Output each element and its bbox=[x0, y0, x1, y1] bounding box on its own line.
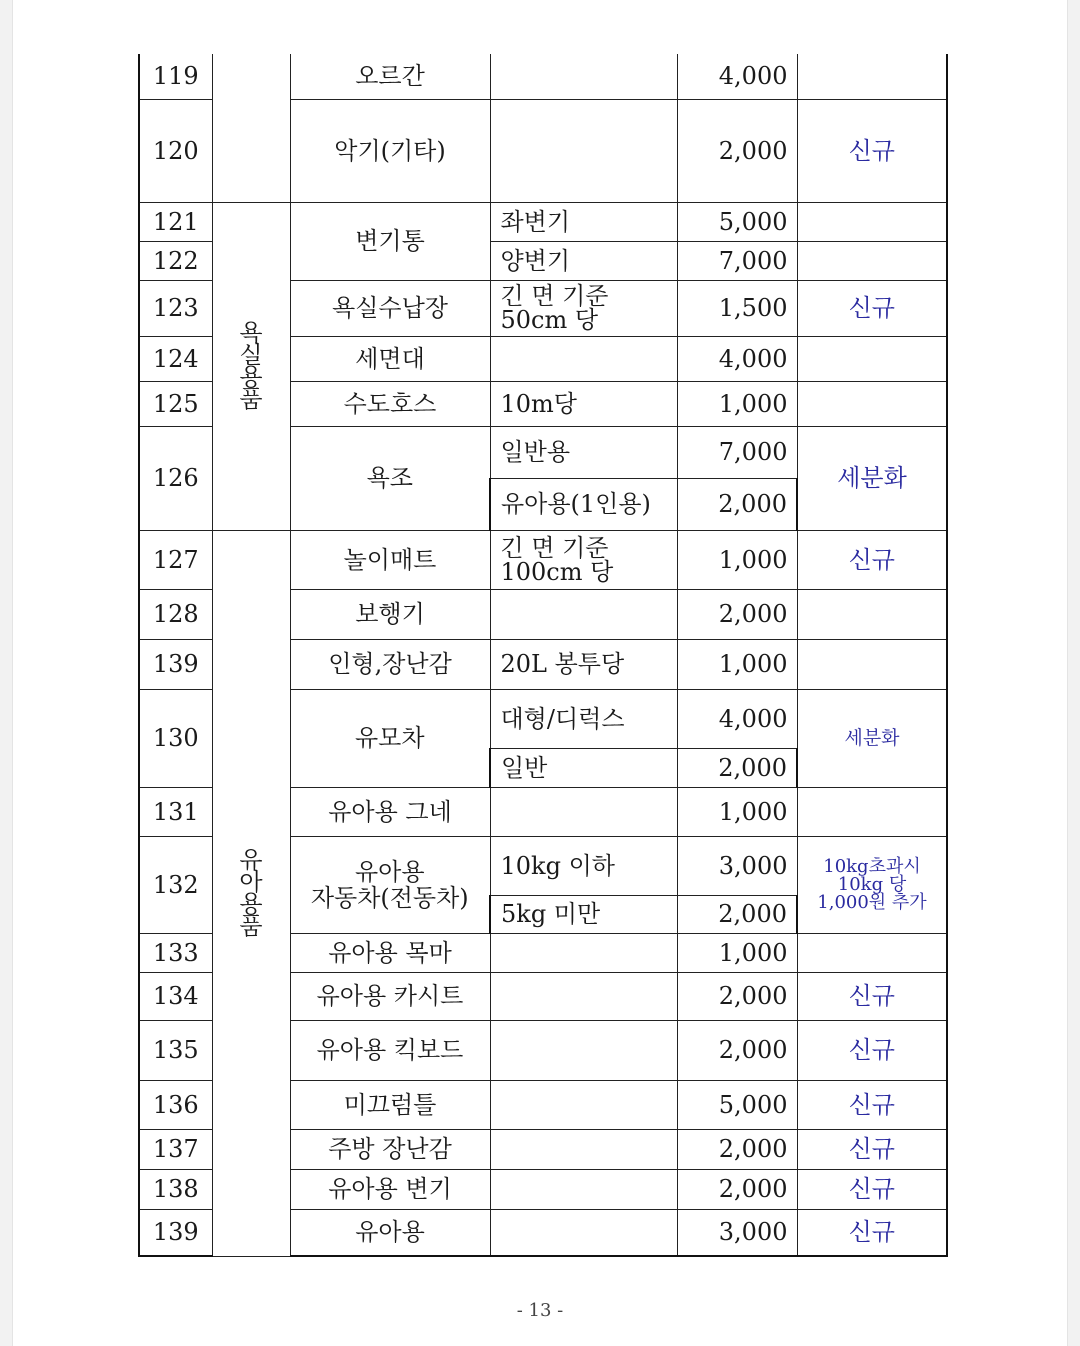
page-number: - 13 - bbox=[516, 1300, 564, 1321]
item-spec bbox=[490, 589, 677, 639]
item-name: 오르간 bbox=[290, 54, 490, 99]
item-amount: 1,000 bbox=[677, 787, 797, 836]
item-spec: 대형/디럭스 bbox=[490, 689, 677, 748]
item-name: 인형,장난감 bbox=[290, 639, 490, 689]
item-amount: 7,000 bbox=[677, 426, 797, 478]
row-number: 126 bbox=[139, 426, 212, 530]
item-amount: 2,000 bbox=[677, 1169, 797, 1209]
item-name: 악기(기타) bbox=[290, 99, 490, 202]
table-row bbox=[139, 202, 947, 241]
row-number: 130 bbox=[139, 689, 212, 787]
row-number: 139 bbox=[139, 639, 212, 689]
item-name: 보행기 bbox=[290, 589, 490, 639]
item-note bbox=[797, 589, 947, 639]
item-note: 신규 bbox=[797, 280, 947, 336]
item-note bbox=[797, 787, 947, 836]
item-spec bbox=[490, 1209, 677, 1256]
item-spec bbox=[490, 336, 677, 381]
item-spec bbox=[490, 933, 677, 972]
item-name: 유아용 bbox=[290, 1209, 490, 1256]
item-amount: 2,000 bbox=[677, 972, 797, 1020]
item-amount: 4,000 bbox=[677, 689, 797, 748]
item-amount: 3,000 bbox=[677, 836, 797, 895]
item-name: 수도호스 bbox=[290, 381, 490, 426]
item-amount: 4,000 bbox=[677, 336, 797, 381]
row-number: 119 bbox=[139, 54, 212, 99]
row-number: 136 bbox=[139, 1080, 212, 1129]
item-name: 변기통 bbox=[290, 202, 490, 280]
item-name-line: 유아용 bbox=[354, 857, 425, 886]
item-amount: 2,000 bbox=[677, 478, 797, 530]
item-spec: 유아용(1인용) bbox=[490, 478, 677, 530]
item-amount: 2,000 bbox=[677, 748, 797, 787]
item-note: 세분화 bbox=[797, 689, 947, 787]
item-amount: 1,000 bbox=[677, 933, 797, 972]
right-frame bbox=[1067, 0, 1080, 1346]
note-line: 1,000원 추가 bbox=[817, 891, 927, 913]
row-number: 132 bbox=[139, 836, 212, 933]
item-amount: 3,000 bbox=[677, 1209, 797, 1256]
item-spec bbox=[490, 54, 677, 99]
item-amount: 2,000 bbox=[677, 1020, 797, 1080]
item-name bbox=[290, 836, 490, 933]
item-spec: 일반 bbox=[490, 748, 677, 787]
row-number: 123 bbox=[139, 280, 212, 336]
row-number: 138 bbox=[139, 1169, 212, 1209]
item-note: 신규 bbox=[797, 1209, 947, 1256]
row-number: 131 bbox=[139, 787, 212, 836]
item-amount: 5,000 bbox=[677, 1080, 797, 1129]
item-note bbox=[797, 202, 947, 241]
row-number: 127 bbox=[139, 530, 212, 589]
item-amount: 1,000 bbox=[677, 530, 797, 589]
row-number: 128 bbox=[139, 589, 212, 639]
item-spec bbox=[490, 972, 677, 1020]
item-spec bbox=[490, 99, 677, 202]
table-row bbox=[139, 530, 947, 589]
item-spec bbox=[490, 1020, 677, 1080]
note-line: 10kg초과시 bbox=[823, 855, 921, 877]
item-name: 미끄럼틀 bbox=[290, 1080, 490, 1129]
item-name: 욕실수납장 bbox=[290, 280, 490, 336]
item-name-line: 자동차(전동차) bbox=[310, 883, 469, 912]
row-number: 121 bbox=[139, 202, 212, 241]
item-amount: 2,000 bbox=[677, 589, 797, 639]
item-amount: 2,000 bbox=[677, 99, 797, 202]
item-name: 유아용 킥보드 bbox=[290, 1020, 490, 1080]
row-number: 133 bbox=[139, 933, 212, 972]
row-number: 124 bbox=[139, 336, 212, 381]
row-number: 122 bbox=[139, 241, 212, 280]
item-note: 신규 bbox=[797, 1129, 947, 1169]
item-spec: 10kg 이하 bbox=[490, 836, 677, 895]
item-amount: 5,000 bbox=[677, 202, 797, 241]
item-spec: 5kg 미만 bbox=[490, 895, 677, 933]
item-spec bbox=[490, 1080, 677, 1129]
item-spec: 긴 면 기준 50cm 당 bbox=[490, 280, 677, 336]
item-note bbox=[797, 381, 947, 426]
left-frame bbox=[0, 0, 13, 1346]
item-note bbox=[797, 836, 947, 933]
item-amount: 2,000 bbox=[677, 1129, 797, 1169]
category-cell-empty bbox=[212, 54, 290, 202]
item-amount: 7,000 bbox=[677, 241, 797, 280]
item-name: 유아용 그네 bbox=[290, 787, 490, 836]
item-note bbox=[797, 933, 947, 972]
item-note: 신규 bbox=[797, 99, 947, 202]
item-name: 놀이매트 bbox=[290, 530, 490, 589]
item-spec: 10m당 bbox=[490, 381, 677, 426]
item-spec: 좌변기 bbox=[490, 202, 677, 241]
row-number: 135 bbox=[139, 1020, 212, 1080]
item-name: 유아용 목마 bbox=[290, 933, 490, 972]
row-number: 134 bbox=[139, 972, 212, 1020]
item-spec: 양변기 bbox=[490, 241, 677, 280]
item-note: 세분화 bbox=[797, 426, 947, 530]
item-name: 유아용 변기 bbox=[290, 1169, 490, 1209]
item-name: 주방 장난감 bbox=[290, 1129, 490, 1169]
item-spec: 20L 봉투당 bbox=[490, 639, 677, 689]
item-name: 세면대 bbox=[290, 336, 490, 381]
item-amount: 4,000 bbox=[677, 54, 797, 99]
table-row bbox=[139, 54, 947, 99]
item-spec bbox=[490, 1169, 677, 1209]
item-note: 신규 bbox=[797, 1020, 947, 1080]
item-note: 신규 bbox=[797, 1169, 947, 1209]
item-amount: 2,000 bbox=[677, 895, 797, 933]
note-line: 10kg 당 bbox=[837, 873, 907, 895]
item-note bbox=[797, 639, 947, 689]
item-note bbox=[797, 54, 947, 99]
item-amount: 1,000 bbox=[677, 639, 797, 689]
item-spec bbox=[490, 1129, 677, 1169]
category-bathroom: 욕실용품 bbox=[212, 202, 290, 530]
item-amount: 1,500 bbox=[677, 280, 797, 336]
fee-table bbox=[138, 54, 948, 1257]
category-baby: 유아용품 bbox=[212, 530, 290, 1256]
row-number: 139 bbox=[139, 1209, 212, 1256]
item-amount: 1,000 bbox=[677, 381, 797, 426]
item-note bbox=[797, 241, 947, 280]
item-note: 신규 bbox=[797, 1080, 947, 1129]
row-number: 125 bbox=[139, 381, 212, 426]
item-name: 유아용 카시트 bbox=[290, 972, 490, 1020]
item-name: 욕조 bbox=[290, 426, 490, 530]
item-spec bbox=[490, 787, 677, 836]
item-spec: 일반용 bbox=[490, 426, 677, 478]
item-note: 신규 bbox=[797, 972, 947, 1020]
item-spec: 긴 면 기준 100cm 당 bbox=[490, 530, 677, 589]
item-name: 유모차 bbox=[290, 689, 490, 787]
row-number: 120 bbox=[139, 99, 212, 202]
row-number: 137 bbox=[139, 1129, 212, 1169]
item-note: 신규 bbox=[797, 530, 947, 589]
item-note bbox=[797, 336, 947, 381]
